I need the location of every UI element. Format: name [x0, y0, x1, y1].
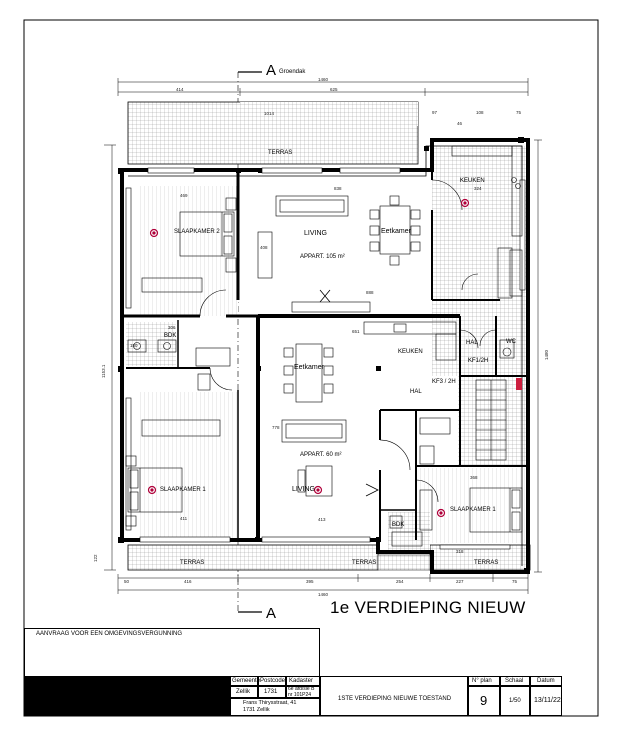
value-postcode: 1731	[264, 689, 278, 695]
room-kf-bottom: KF3 / 2H	[432, 379, 456, 385]
dim-top-1: 414	[176, 87, 184, 92]
dim-right-total: 1480	[544, 349, 549, 360]
room-slaapkamer2: SLAAPKAMER 2	[174, 229, 220, 235]
value-gemeente: Zellik	[236, 689, 251, 695]
dim-bottom-5: 227	[456, 579, 464, 584]
value-datum: 13/11/22	[534, 697, 561, 704]
plan-title: 1e VERDIEPING NIEUW	[330, 598, 526, 617]
heater-marker	[516, 378, 522, 390]
terrace-bottom-mid-label: TERRAS	[352, 560, 377, 566]
inner-dim-7: 411	[180, 516, 188, 521]
chair-top	[258, 232, 272, 278]
dim-bottom-total: 1460	[318, 592, 329, 597]
dim-bottom-2: 416	[184, 579, 192, 584]
dim-top-5: 75	[516, 110, 522, 115]
bedroom1-left-floor	[140, 392, 238, 542]
dim-bottom-4: 254	[396, 579, 404, 584]
room-living-top: LIVING	[304, 230, 327, 237]
inner-dim-2: 838	[334, 186, 342, 191]
dim-top-7: 46	[457, 121, 463, 126]
bedroom2-floor	[140, 186, 238, 316]
room-living-bottom: LIVING	[292, 486, 315, 493]
value-kadaster-2: nr 101P24	[288, 692, 312, 698]
room-bdk-bottom: BDK	[392, 522, 405, 528]
header-postcode: Postcode	[260, 678, 286, 684]
inner-dim-8: 368	[470, 475, 478, 480]
application-title: AANVRAAG VOOR EEN OMGEVINGSVERGUNNING	[36, 631, 183, 637]
header-plan-nr: N° plan	[472, 678, 492, 684]
value-schaal: 1/50	[509, 698, 521, 704]
header-kadaster: Kadaster	[289, 678, 314, 684]
sofa-bottom	[282, 420, 346, 442]
dim-bottom-3: 395	[306, 579, 314, 584]
room-bdk-top: BDK	[164, 333, 177, 339]
dim-top-2: 625	[330, 87, 338, 92]
dining-table-bottom	[296, 344, 322, 402]
sofa-top	[276, 196, 348, 216]
value-plan-nr: 9	[480, 693, 488, 708]
header-datum: Datum	[537, 678, 555, 684]
header-gemeente: Gemeente	[232, 678, 261, 684]
dim-left-2: 122	[93, 554, 98, 562]
value-address-1: Frans Thirysstraat, 41	[243, 700, 297, 706]
section-mark-top: A	[266, 62, 277, 79]
section-mark-bottom: A	[266, 605, 277, 622]
room-keuken-top: KEUKEN	[460, 178, 485, 184]
inner-dim-6: 413	[318, 517, 326, 522]
terrace-bottom-left	[128, 545, 378, 570]
room-eetkamer-bottom: Eetkamer	[294, 364, 324, 371]
room-appart-105: APPART. 105 m²	[300, 254, 345, 260]
inner-dim-9: 318	[456, 549, 464, 554]
dim-bottom-6: 75	[512, 579, 518, 584]
dim-top-total: 1460	[318, 77, 329, 82]
inner-dim-4: 888	[366, 290, 374, 295]
dim-left-total: 1153.1	[101, 364, 106, 378]
room-slaapkamer1-left: SLAAPKAMER 1	[160, 487, 206, 493]
inner-dim-10: 306	[168, 325, 176, 330]
section-ref: Groendak	[279, 69, 306, 75]
header-schaal: Schaal	[505, 678, 524, 684]
terrace-bottom-left-label: TERRAS	[180, 560, 205, 566]
value-description: 1STE VERDIEPING NIEUWE TOESTAND	[338, 696, 452, 702]
inner-dim-3: 324	[474, 186, 482, 191]
room-eetkamer-top: Eetkamer	[381, 228, 411, 235]
room-keuken-bottom: KEUKEN	[398, 349, 423, 355]
value-address-2: 1731 Zellik	[243, 707, 270, 713]
inner-dim-12: 778	[272, 425, 280, 430]
room-slaapkamer1-right: SLAAPKAMER 1	[450, 507, 496, 513]
room-hal-top: HAL	[466, 340, 478, 346]
terrace-bottom-right-label: TERRAS	[474, 560, 499, 566]
inner-dim-1: 469	[180, 193, 188, 198]
inner-dim-11: 180	[130, 343, 138, 348]
room-hal-bottom: HAL	[410, 389, 422, 395]
value-kadaster-1: 6e afd/sie B	[288, 686, 315, 692]
room-wc: WC	[506, 339, 516, 345]
room-appart-60: APPART. 60 m²	[300, 452, 342, 458]
dim-top-4: 108	[476, 110, 484, 115]
inner-dim-5: 651	[352, 329, 360, 334]
terrace-top-label: TERRAS	[268, 150, 293, 156]
dim-top-6: 1014	[264, 111, 275, 116]
room-kf-top: KF1/2H	[468, 358, 489, 364]
dim-top-3: 97	[432, 110, 438, 115]
dim-bottom-1: 50	[124, 579, 130, 584]
title-block-black-band	[24, 676, 230, 716]
inner-dim-13: 408	[260, 245, 268, 250]
